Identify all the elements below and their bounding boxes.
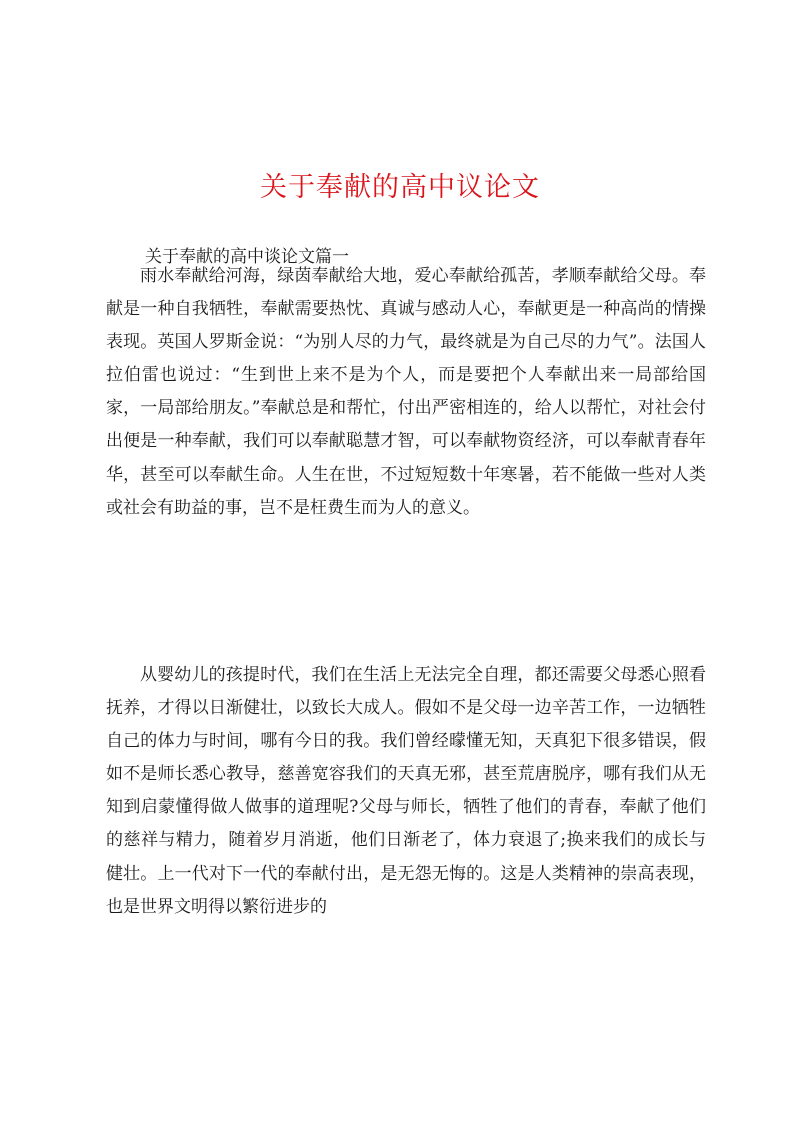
section-heading: 关于奉献的高中谈论文篇一	[145, 247, 349, 267]
document-title: 关于奉献的高中议论文	[260, 172, 540, 203]
body-paragraph: 从婴幼儿的孩提时代，我们在生活上无法完全自理，都还需要父母悉心照看抚养，才得以日渐健壮，以致长大成人。假如不是父母一边辛苦工作，一边牺牲自己的体力与时间，哪有今日的我。我们曾经曚懂无知，天真犯下很多错误，假如不是师长悉心教导，慈善宽容我们的天真无邪，甚至荒唐脱序，哪有我们从无知到启蒙懂得做人做事的道理呢?父母与师长，牺牲了他们的青春，奉献了他们的慈祥与精力，随着岁月消逝，他们日渐老了，体力衰退了;换来我们的成长与健壮。上一代对下一代的奉献付出，是无怨无悔的。这是人类精神的崇高表现，也是世界文明得以繁衍进步的	[106, 665, 706, 917]
body-paragraph: 雨水奉献给河海，绿茵奉献给大地，爱心奉献给孤苦，孝顺奉献给父母。奉献是一种自我牺牲，奉献需要热忱、真诚与感动人心，奉献更是一种高尚的情操表现。英国人罗斯金说：“为别人尽的力气，最终就是为自己尽的力气”。法国人拉伯雷也说过：“生到世上来不是为个人，而是要把个人奉献出来一局部给国家，一局部给朋友。”奉献总是和帮忙，付出严密相连的，给人以帮忙，对社会付出便是一种奉献，我们可以奉献聪慧才智，可以奉献物资经济，可以奉献青春年华，甚至可以奉献生命。人生在世，不过短短数十年寒暑，若不能做一些对人类或社会有助益的事，岂不是枉费生而为人的意义。	[106, 266, 706, 518]
